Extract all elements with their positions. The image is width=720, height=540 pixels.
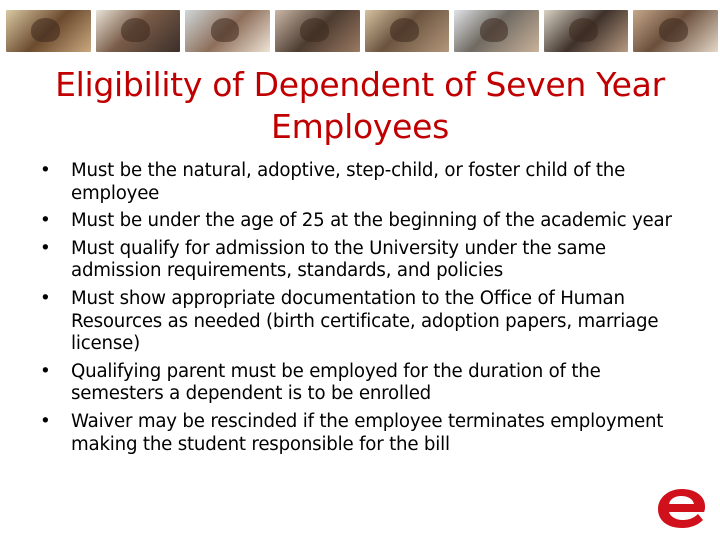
header-photo-5 (365, 10, 450, 52)
bullet-item: • Must qualify for admission to the University under the same admission requirements, standards, and policies (40, 238, 680, 283)
bullet-item: • Must show appropriate documentation to the Office of Human Resources as needed (birth certificate, adoption papers, marriage license) (40, 288, 680, 356)
bullet-item: • Must be the natural, adoptive, step-child, or foster child of the employee (40, 160, 680, 205)
bullet-item: • Qualifying parent must be employed for the duration of the semesters a dependent is to be enrolled (40, 361, 680, 406)
slide-title: Eligibility of Dependent of Seven Year Employees (55, 65, 665, 146)
bullet-list (40, 160, 680, 461)
e-logo-icon (655, 486, 707, 530)
header-photo-6 (454, 10, 539, 52)
header-photo-7 (544, 10, 629, 52)
header-photo-1 (6, 10, 91, 52)
header-photo-8 (633, 10, 718, 52)
header-photo-2 (96, 10, 181, 52)
bullet-item: • Waiver may be rescinded if the employee terminates employment making the student responsible for the bill (40, 411, 680, 456)
bullet-item: • Must be under the age of 25 at the beginning of the academic year (40, 210, 680, 233)
header-photo-4 (275, 10, 360, 52)
header-photo-strip (6, 10, 718, 52)
header-photo-3 (185, 10, 270, 52)
